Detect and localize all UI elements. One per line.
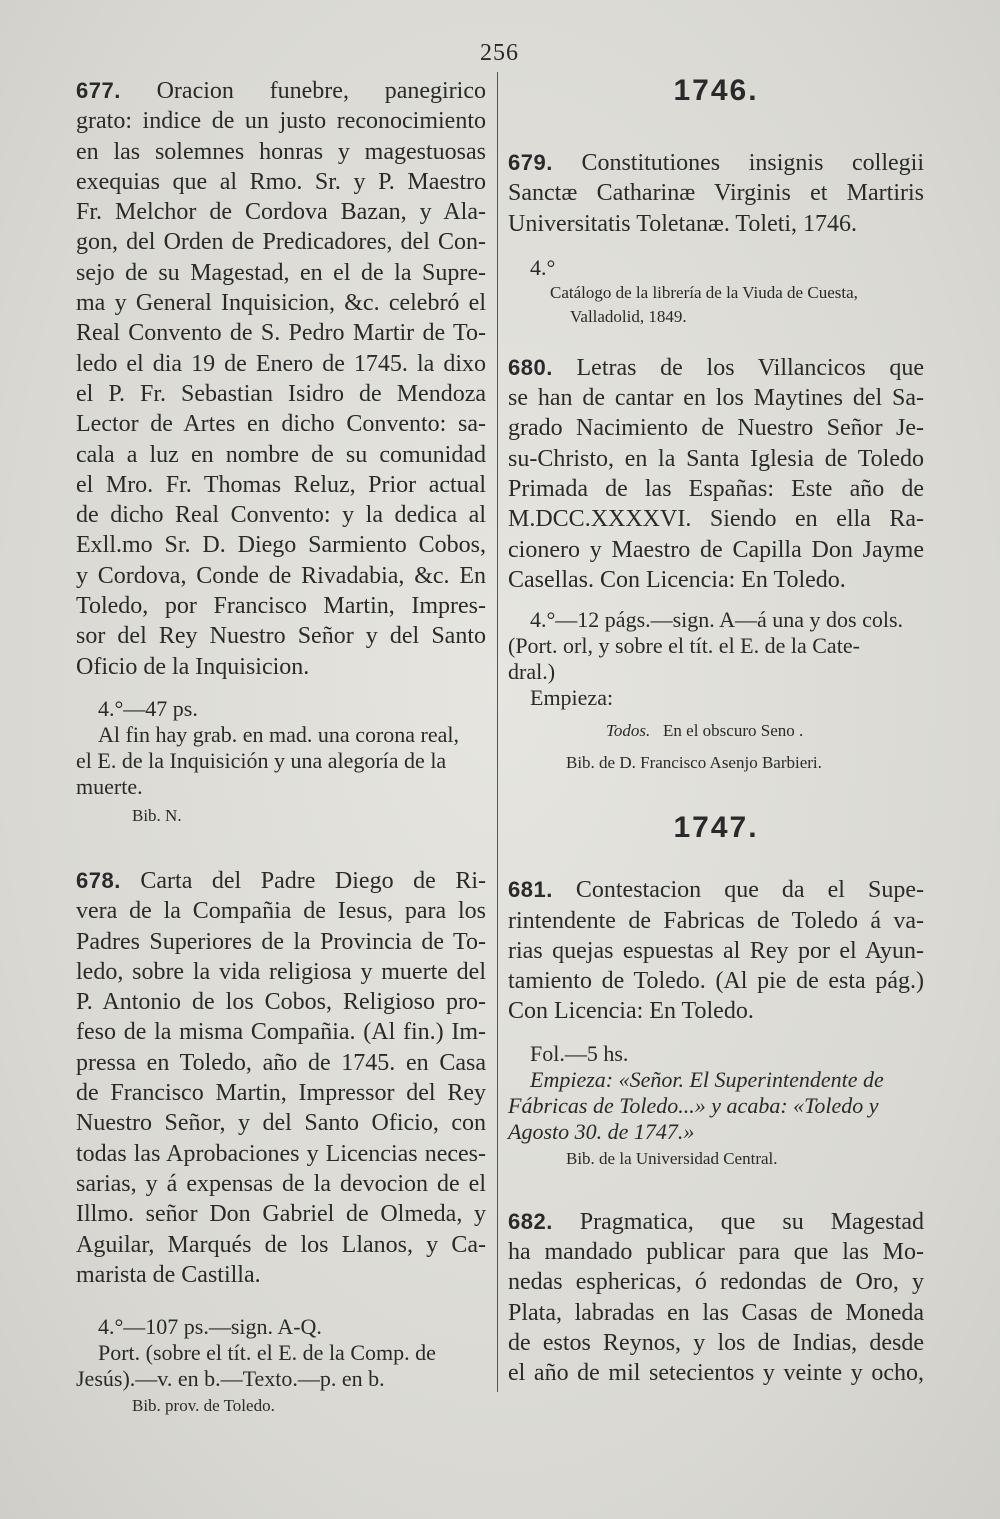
entry-677-note: Al fin hay grab. en mad. una corona real, — [98, 721, 460, 747]
entry-682-line: de estos Reynos, y los de Indias, desde — [508, 1329, 924, 1356]
entry-682-line: Plata, labradas en las Casas de Moneda — [508, 1299, 924, 1326]
entry-682-line: nedas esphericas, ó redondas de Oro, y — [508, 1269, 924, 1296]
entry-678-line: P. Antonio de los Cobos, Religioso pro- — [76, 989, 486, 1016]
entry-679-line: Sanctæ Catharinæ Virginis et Martiris — [508, 180, 924, 207]
entry-677-line: Exll.mo Sr. D. Diego Sarmiento Cobos, — [76, 532, 486, 559]
entry-680-line: Primada de las Españas: Este año de — [508, 476, 924, 503]
entry-677-note: muerte. — [76, 773, 143, 799]
entry-681-format: Fol.—5 hs. — [530, 1040, 629, 1066]
entry-682-line: ha mandado publicar para que las Mo- — [508, 1239, 924, 1266]
entry-677-line: Fr. Melchor de Cordova Bazan, y Ala- — [76, 199, 486, 226]
entry-677-library: Bib. N. — [132, 805, 182, 825]
entry-680-line-1: 680. Letras de los Villancicos que — [508, 354, 924, 381]
entry-679-line: Universitatis Toletanæ. Toleti, 1746. — [508, 210, 858, 237]
page-number: 256 — [480, 40, 519, 66]
column-divider — [497, 72, 498, 1392]
entry-677-line: sor del Rey Nuestro Señor y del Santo — [76, 623, 486, 650]
entry-678-line: marista de Castilla. — [76, 1261, 261, 1288]
entry-677-line: Oficio de la Inquisicion. — [76, 653, 310, 680]
entry-681-begins: Agosto 30. de 1747.» — [508, 1118, 695, 1144]
entry-679 — [508, 148, 924, 329]
entry-677-note: el E. de la Inquisición y una alegoría de la — [76, 747, 447, 773]
entry-number: 681. — [508, 877, 553, 903]
entry-678-line-1: 678. Carta del Padre Diego de Ri- — [76, 867, 486, 894]
entry-677-line: Real Convento de S. Pedro Martir de To- — [76, 320, 486, 347]
entry-677-line: el Mro. Fr. Thomas Reluz, Prior actual — [76, 471, 486, 498]
entry-679-line-1: 679. Constitutiones insignis collegii — [508, 150, 924, 176]
entry-678-line: Aguilar, Marqués de los Llanos, y Ca- — [76, 1231, 486, 1258]
entry-680-line: se han de cantar en los Maytines del Sa- — [508, 385, 924, 412]
entry-681-line: rias quejas espuestas al Rey por el Ayun- — [508, 937, 924, 964]
entry-681-begins: Fábricas de Toledo...» y acaba: «Toledo y — [508, 1092, 879, 1118]
entry-677-line: exequias que al Rmo. Sr. y P. Maestro — [76, 168, 486, 195]
entry-number: 682. — [508, 1208, 553, 1234]
entry-680-line: Casellas. Con Licencia: En Toledo. — [508, 566, 846, 593]
entry-681-line-1: 681. Contestacion que da el Supe- — [508, 877, 924, 904]
entry-677-line: el P. Fr. Sebastian Isidro de Mendoza — [76, 380, 486, 407]
entry-677-line-1: 677. Oracion funebre, panegirico — [76, 78, 486, 104]
entry-681 — [508, 875, 924, 1170]
entry-682-line: el año de mil setecientos y veinte y ocho, — [508, 1360, 924, 1387]
entry-678-line: ledo, sobre la vida religiosa y muerte del — [76, 958, 486, 985]
entry-677-line: en las solemnes honras y magestuosas — [76, 138, 486, 165]
entry-678 — [76, 866, 486, 1418]
entry-678-line: feso de la misma Compañia. (Al fin.) Im- — [76, 1019, 486, 1046]
entry-679-format: 4.° — [530, 254, 556, 280]
entry-681-begins: Empieza: «Señor. El Superintendente de — [530, 1066, 884, 1092]
entry-677-line: Lector de Artes en dicho Convento: sa- — [76, 411, 486, 438]
entry-677-line: sejo de su Magestad, en el de la Supre- — [76, 259, 486, 286]
entry-678-library: Bib. prov. de Toledo. — [132, 1396, 275, 1416]
entry-677-line: ledo el dia 19 de Enero de 1745. la dixo — [76, 350, 486, 377]
entry-677-line: ma y General Inquisicion, &c. celebró el — [76, 290, 486, 317]
entry-678-line: de Francisco Martin, Impressor del Rey — [76, 1080, 486, 1107]
entry-678-line: vera de la Compañia de Iesus, para los — [76, 898, 486, 925]
entry-number: 680. — [508, 354, 553, 380]
entry-number: 677. — [76, 78, 121, 103]
entry-680-begins: Todos. En el obscuro Seno . — [606, 721, 804, 741]
year-heading-1746: 1746. — [673, 74, 759, 107]
entry-677-line: gon, del Orden de Predicadores, del Con- — [76, 229, 486, 256]
entry-680-line: cionero y Maestro de Capilla Don Jayme — [508, 536, 924, 563]
entry-680-library: Bib. de D. Francisco Asenjo Barbieri. — [566, 753, 822, 773]
entry-680-line: su-Christo, en la Santa Iglesia de Toledo — [508, 445, 924, 472]
entry-677-line: cala a luz en nombre de su comunidad — [76, 441, 486, 468]
entry-681-line: Con Licencia: En Toledo. — [508, 998, 754, 1025]
right-column — [508, 76, 924, 1389]
entry-678-line: Padres Superiores de la Provincia de To- — [76, 928, 486, 955]
entry-677-line: y Cordova, Conde de Rivadabia, &c. En — [76, 562, 486, 589]
entry-678-line: todas las Aprobaciones y Licencias neces- — [76, 1140, 486, 1167]
year-heading-1747: 1747. — [673, 811, 759, 845]
entry-678-line: Illmo. señor Don Gabriel de Olmeda, y — [76, 1201, 486, 1228]
entry-680-note: dral.) — [508, 659, 556, 685]
entry-681-line: rintendente de Fabricas de Toledo á va- — [508, 907, 924, 934]
entry-677-line: grato: indice de un justo reconocimiento — [76, 108, 486, 135]
entry-680 — [508, 353, 924, 775]
entry-682 — [508, 1207, 924, 1389]
entry-682-line-1: 682. Pragmatica, que su Magestad — [508, 1208, 924, 1235]
entry-677-line: Toledo, por Francisco Martin, Impres- — [76, 593, 486, 620]
entry-680-begins-label: Empieza: — [530, 685, 614, 711]
entry-number: 678. — [76, 867, 121, 893]
entry-680-note: 4.°—12 págs.—sign. A—á una y dos cols. — [530, 607, 904, 633]
entry-677 — [76, 76, 486, 828]
entry-677-line: de dicho Real Convento: y la dedica al — [76, 502, 486, 529]
entry-678-line: pressa en Toledo, año de 1745. en Casa — [76, 1049, 486, 1076]
entry-679-reference: Catálogo de la librería de la Viuda de Cuesta, — [550, 282, 858, 302]
entry-679-reference: Valladolid, 1849. — [570, 306, 687, 326]
entry-678-line: Nuestro Señor, y del Santo Oficio, con — [76, 1110, 486, 1137]
entry-678-note: Port. (sobre el tít. el E. de la Comp. de — [98, 1340, 436, 1366]
entry-678-line: sarias, y á expensas de la devocion de el — [76, 1170, 486, 1197]
entry-681-library: Bib. de la Universidad Central. — [566, 1148, 778, 1168]
entry-678-note: Jesús).—v. en b.—Texto.—p. en b. — [76, 1366, 385, 1392]
entry-678-format: 4.°—107 ps.—sign. A-Q. — [98, 1314, 322, 1340]
left-column — [76, 76, 486, 1418]
entry-680-line: M.DCC.XXXXVI. Siendo en ella Ra- — [508, 506, 924, 533]
entry-677-format: 4.°—47 ps. — [98, 695, 198, 721]
entry-680-note: (Port. orl, y sobre el tít. el E. de la Cate- — [508, 633, 860, 659]
entry-number: 679. — [508, 150, 553, 175]
entry-681-line: tamiento de Toledo. (Al pie de esta pág.) — [508, 968, 924, 995]
entry-680-line: grado Nacimiento de Nuestro Señor Je- — [508, 415, 924, 442]
